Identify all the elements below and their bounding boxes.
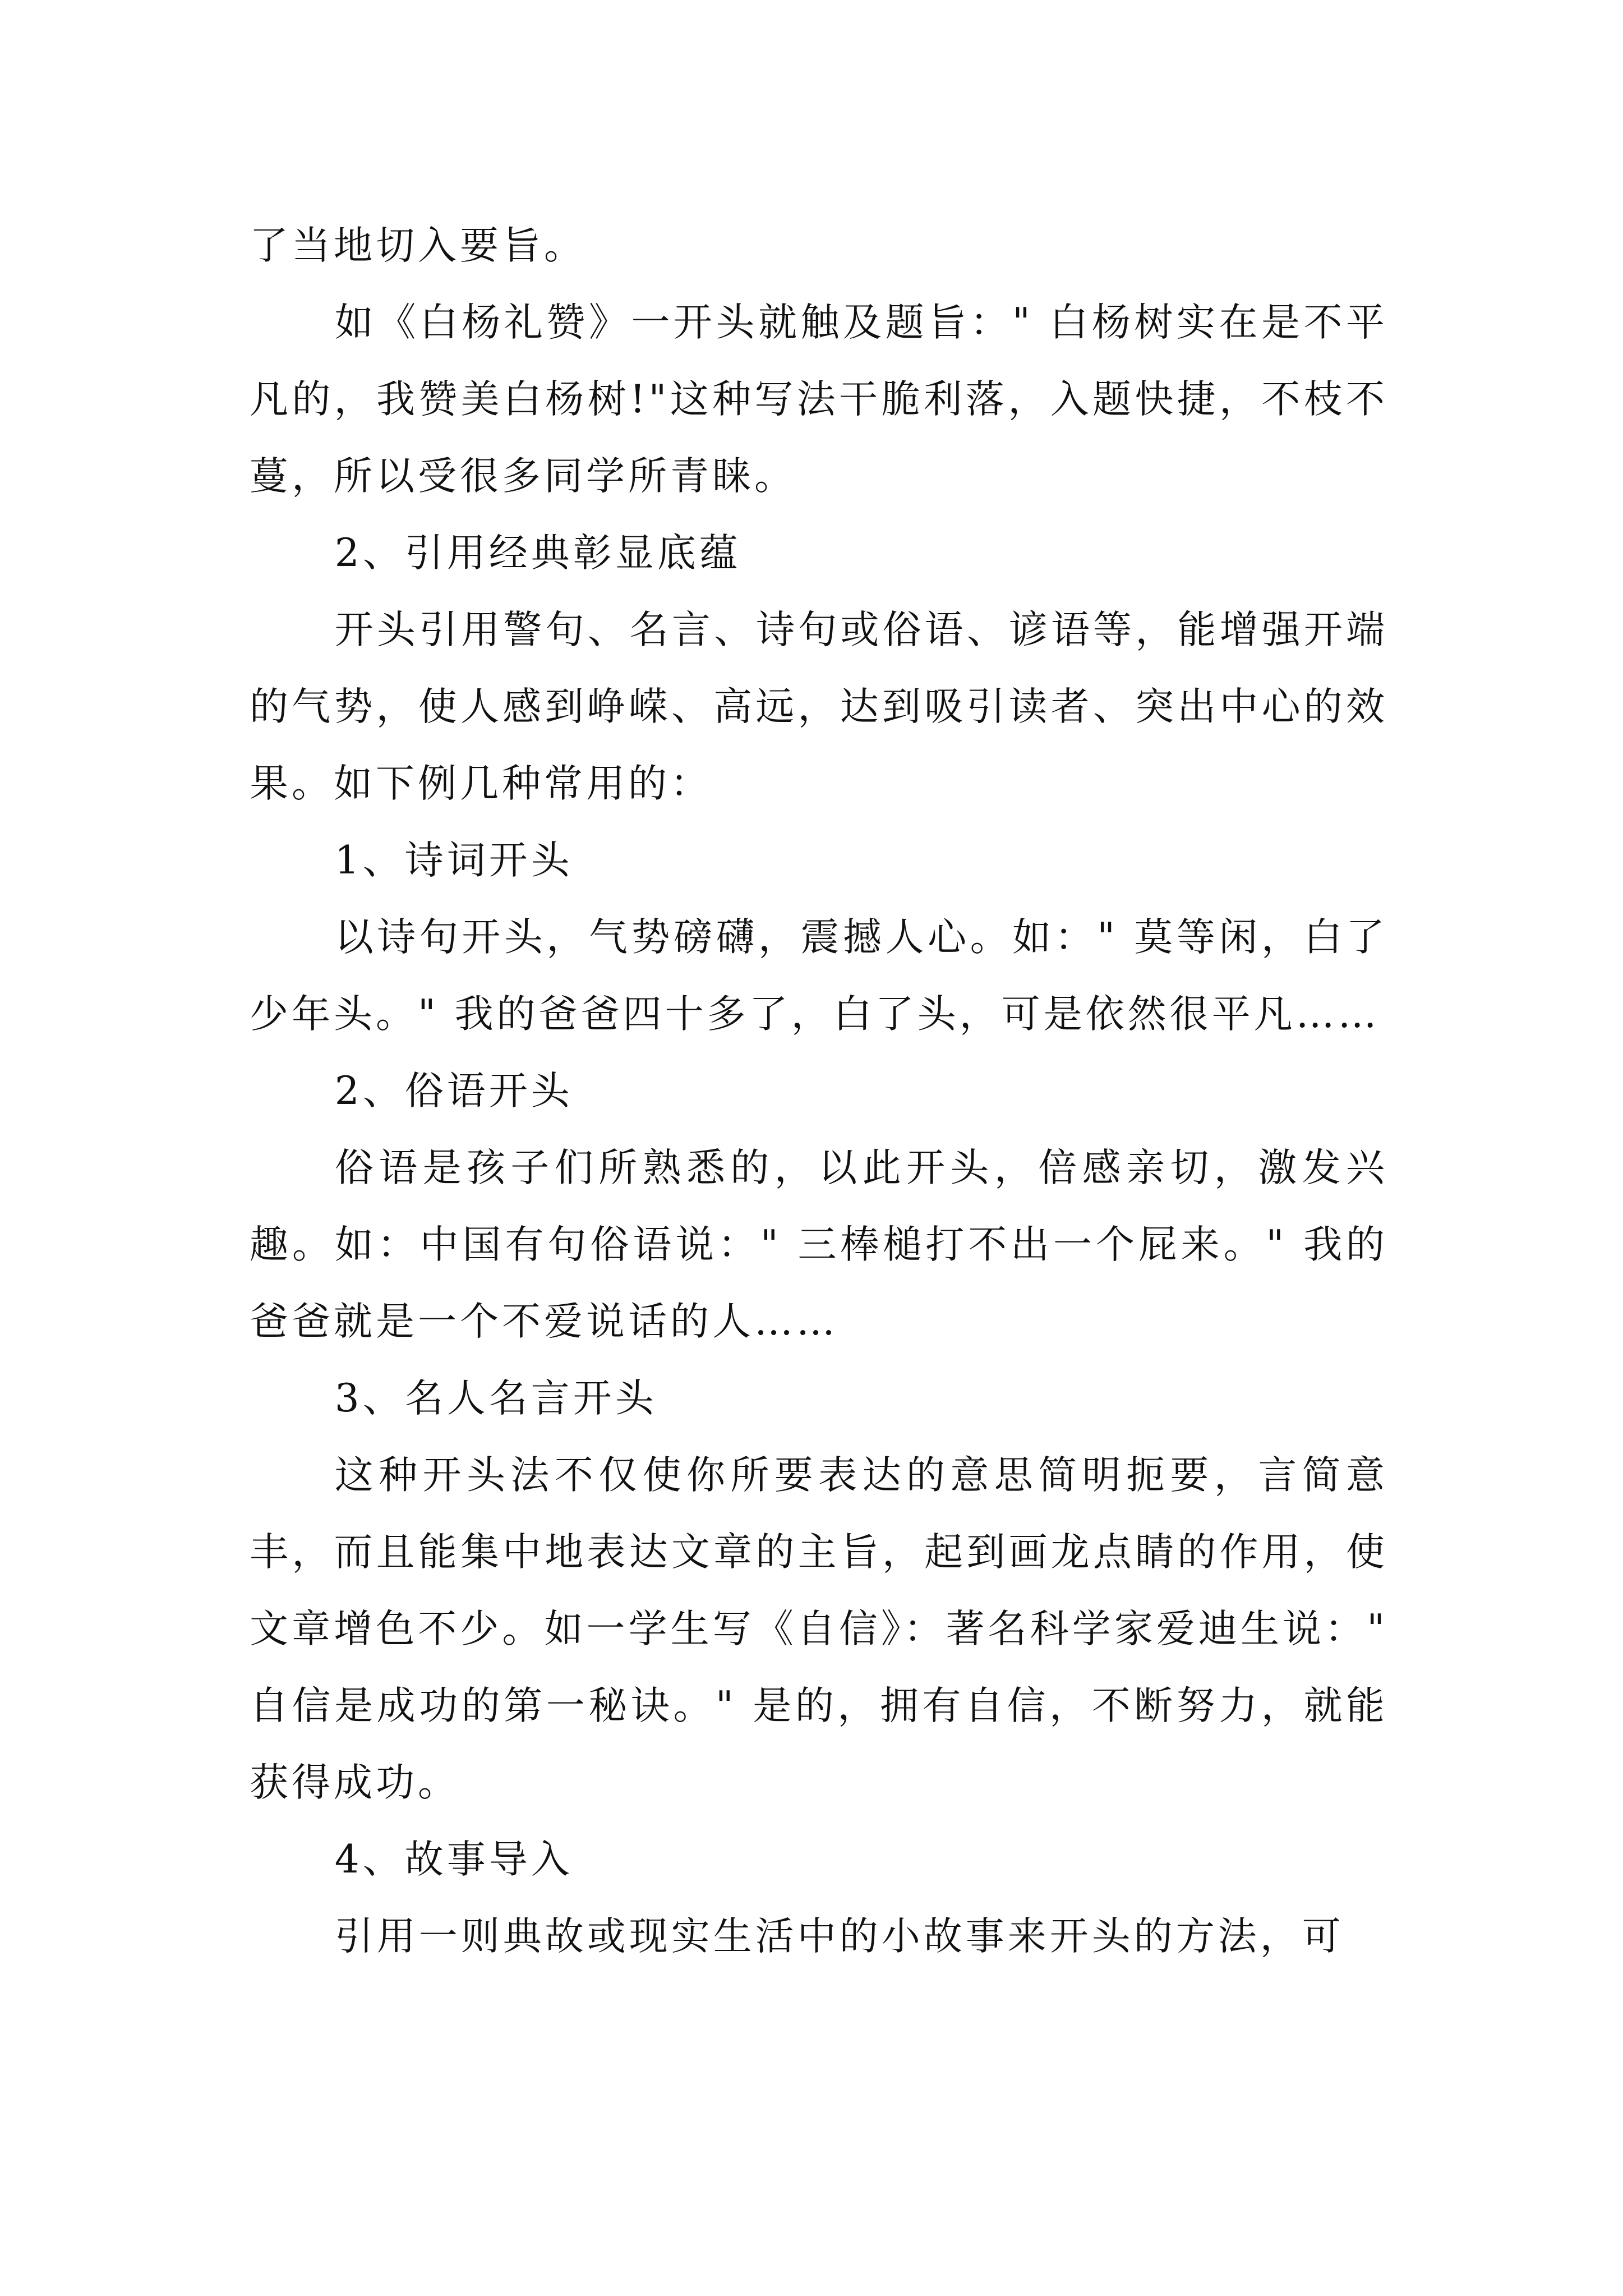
body-paragraph: 开头引用警句、名言、诗句或俗语、谚语等，能增强开端的气势，使人感到峥嵘、高远，达到吸引读者、突出中心的效果。如下例几种常用的： bbox=[250, 608, 1388, 806]
subsection-heading: 3、名人名言开头 bbox=[334, 1376, 657, 1421]
body-paragraph: 如《白杨礼赞》一开头就触及题旨：" 白杨树实在是不平凡的，我赞美白杨树!"这种写法干脆利落，入题快捷，不枝不蔓，所以受很多同学所青睐。 bbox=[250, 300, 1388, 499]
body-paragraph: 俗语是孩子们所熟悉的，以此开头，倍感亲切，激发兴趣。如：中国有句俗语说：" 三棒槌打不出一个屁来。" 我的爸爸就是一个不爱说话的人…… bbox=[250, 1145, 1388, 1344]
continuation-paragraph: 了当地切入要旨。 bbox=[250, 223, 586, 268]
subsection-heading: 1、诗词开头 bbox=[334, 838, 573, 883]
body-paragraph: 这种开头法不仅使你所要表达的意思简明扼要，言简意丰，而且能集中地表达文章的主旨，起到画龙点睛的作用，使文章增色不少。如一学生写《自信》：著名科学家爱迪生说：" 自信是成功的第一秘诀。" 是的，拥有自信，不断努力，就能获得成功。 bbox=[250, 1453, 1388, 1805]
section-heading: 2、引用经典彰显底蕴 bbox=[334, 531, 741, 576]
document-body bbox=[250, 208, 1388, 1975]
body-paragraph: 引用一则典故或现实生活中的小故事来开头的方法，可 bbox=[334, 1914, 1344, 1959]
body-paragraph: 以诗句开头，气势磅礴，震撼人心。如：" 莫等闲，白了少年头。" 我的爸爸四十多了，白了头，可是依然很平凡…… bbox=[250, 915, 1388, 1037]
subsection-heading: 2、俗语开头 bbox=[334, 1069, 573, 1114]
subsection-heading: 4、故事导入 bbox=[334, 1837, 573, 1882]
